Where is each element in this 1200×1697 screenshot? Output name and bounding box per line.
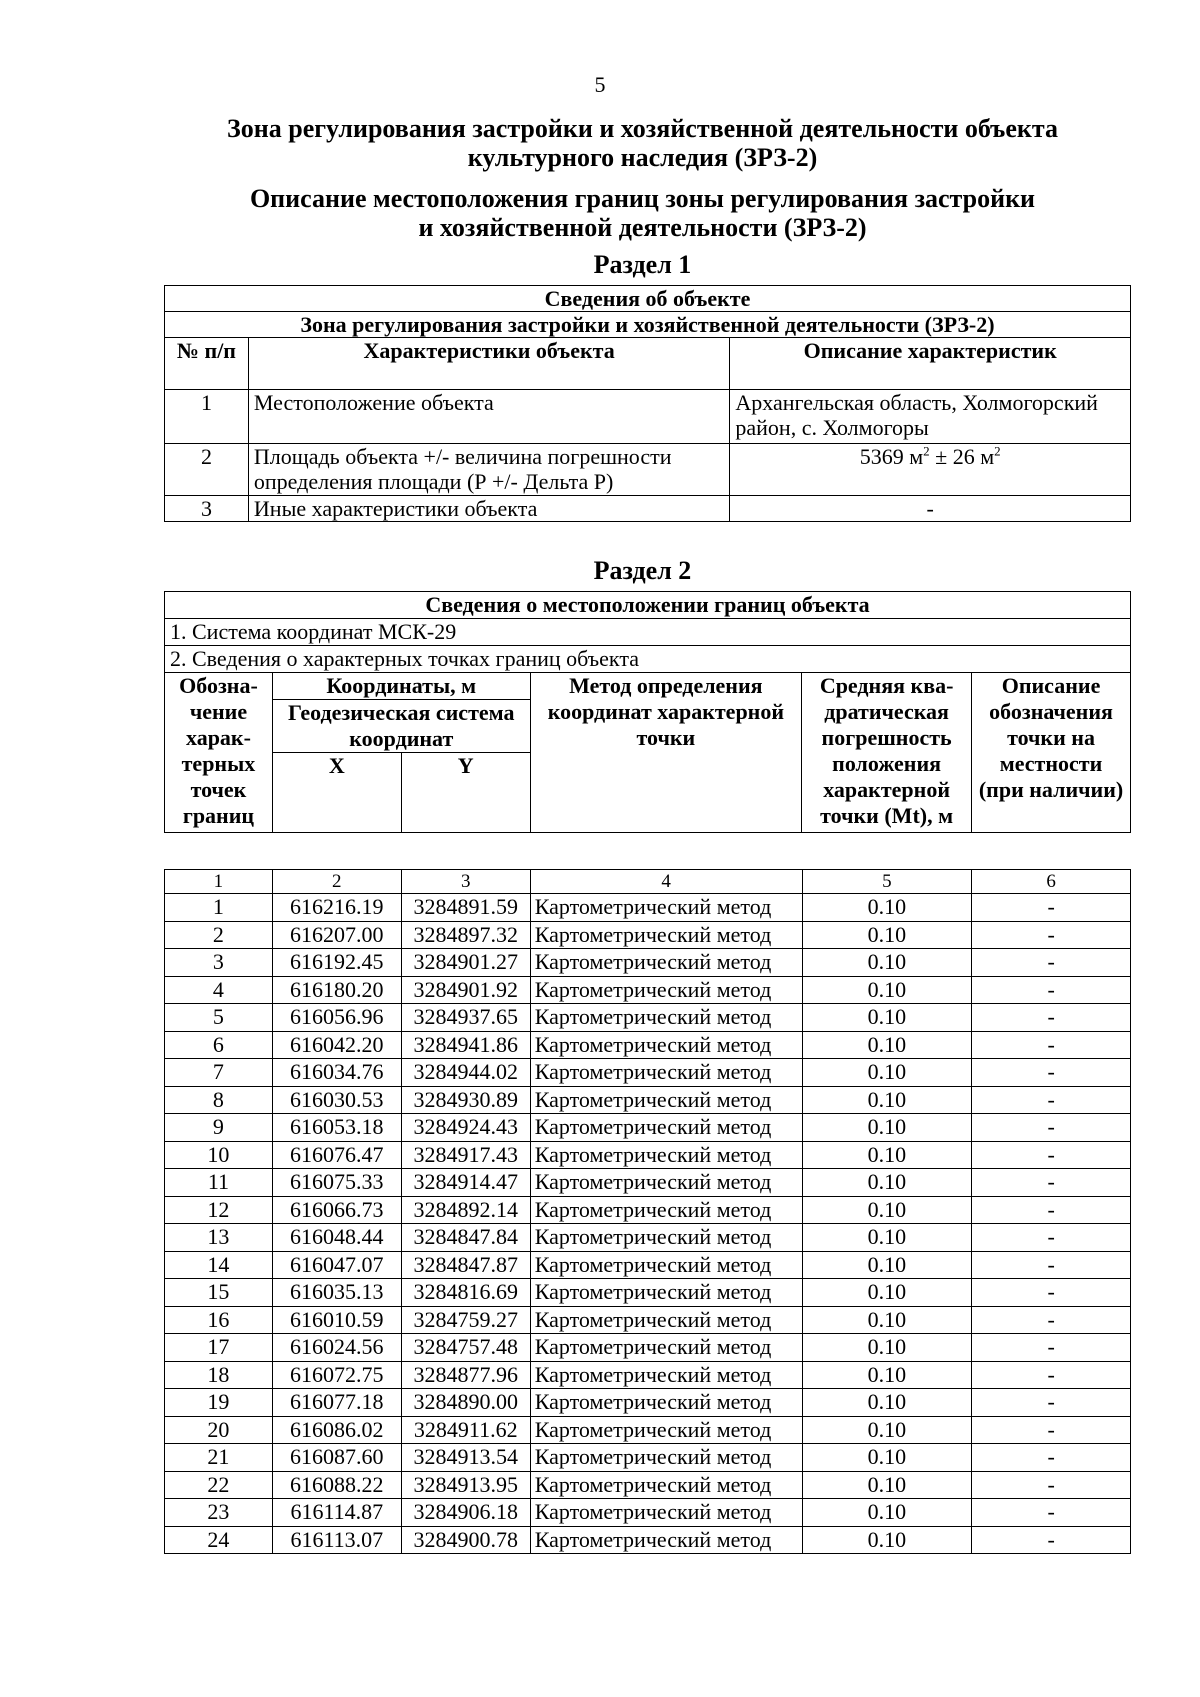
table-cell: 19 [165, 1389, 273, 1417]
table-cell: - [972, 1059, 1131, 1087]
table-cell: 0.10 [802, 894, 972, 922]
table-cell: 0.10 [802, 1004, 972, 1032]
object-info-table-title: Сведения об объекте [165, 286, 1131, 312]
column-header-description: Описание характеристик [730, 338, 1131, 390]
table-cell: 3284914.47 [401, 1169, 530, 1197]
table-cell: 0.10 [802, 1334, 972, 1362]
table-row [165, 1224, 1131, 1252]
table-cell: 6 [165, 1031, 273, 1059]
table-cell: Картометрический метод [530, 1169, 802, 1197]
table-cell: 3284891.59 [401, 894, 530, 922]
column-header-y: Y [401, 753, 530, 833]
table-row [165, 1004, 1131, 1032]
table-cell: Картометрический метод [530, 921, 802, 949]
table-cell: 14 [165, 1251, 273, 1279]
column-header-location: Описание обозначения точки на местности (при наличии) [972, 673, 1131, 833]
table-row [165, 1279, 1131, 1307]
column-header-x: X [272, 753, 401, 833]
table-cell: 616180.20 [272, 976, 401, 1004]
table-cell: 616047.07 [272, 1251, 401, 1279]
table-row [165, 1059, 1131, 1087]
table-cell: 0.10 [802, 1389, 972, 1417]
table-cell: 0.10 [802, 976, 972, 1004]
document-title [150, 114, 1135, 172]
table-cell: 13 [165, 1224, 273, 1252]
area-error: ± 26 м [929, 444, 995, 469]
table-cell: 616207.00 [272, 921, 401, 949]
table-row [165, 976, 1131, 1004]
table-cell: Картометрический метод [530, 1444, 802, 1472]
table-cell: 0.10 [802, 1059, 972, 1087]
column-number: 1 [165, 870, 273, 894]
table-row [165, 1169, 1131, 1197]
table-cell: 1 [165, 894, 273, 922]
table-cell: Картометрический метод [530, 1114, 802, 1142]
document-title-line: Зона регулирования застройки и хозяйственной деятельности объекта [227, 114, 1058, 143]
table-row [165, 949, 1131, 977]
table-cell: 616216.19 [272, 894, 401, 922]
table-cell: Площадь объекта +/- величина погрешности определения площади (Р +/- Дельта Р) [248, 444, 729, 496]
table-cell: 21 [165, 1444, 273, 1472]
table-cell: 0.10 [802, 1224, 972, 1252]
table-cell: - [972, 1086, 1131, 1114]
table-cell: 616076.47 [272, 1141, 401, 1169]
table-cell: 616114.87 [272, 1499, 401, 1527]
section-2-heading: Раздел 2 [593, 556, 692, 585]
table-cell: Картометрический метод [530, 1361, 802, 1389]
column-number: 3 [401, 870, 530, 894]
table-cell: 3284877.96 [401, 1361, 530, 1389]
table-cell: 616034.76 [272, 1059, 401, 1087]
table-cell: 616053.18 [272, 1114, 401, 1142]
table-cell: - [972, 1416, 1131, 1444]
table-cell: 1 [165, 390, 249, 444]
table-cell: 616113.07 [272, 1526, 401, 1554]
table-cell: 3284937.65 [401, 1004, 530, 1032]
table-cell: 0.10 [802, 1169, 972, 1197]
column-header-method: Метод определения координат характерной точки [530, 673, 802, 833]
table-cell: 17 [165, 1334, 273, 1362]
table-cell: 3284816.69 [401, 1279, 530, 1307]
table-cell: 9 [165, 1114, 273, 1142]
table-cell: - [972, 1279, 1131, 1307]
page-number: 5 [594, 72, 606, 97]
object-info-table-subtitle: Зона регулирования застройки и хозяйственной деятельности (ЗРЗ-2) [165, 312, 1131, 338]
table-cell: Картометрический метод [530, 976, 802, 1004]
table-cell: - [972, 1169, 1131, 1197]
object-info-table [164, 285, 1131, 522]
table-cell: 11 [165, 1169, 273, 1197]
document-subtitle [150, 184, 1135, 242]
table-row [165, 1196, 1131, 1224]
table-cell: Картометрический метод [530, 1196, 802, 1224]
table-cell: 616072.75 [272, 1361, 401, 1389]
table-cell: Картометрический метод [530, 1141, 802, 1169]
table-row [165, 1361, 1131, 1389]
table-row [165, 1306, 1131, 1334]
table-cell: 23 [165, 1499, 273, 1527]
table-row [165, 1499, 1131, 1527]
table-cell: 0.10 [802, 1526, 972, 1554]
table-cell: 0.10 [802, 1499, 972, 1527]
column-number: 5 [802, 870, 972, 894]
table-row [165, 1526, 1131, 1554]
table-cell: 3284944.02 [401, 1059, 530, 1087]
table-cell: 616048.44 [272, 1224, 401, 1252]
points-table [164, 869, 1131, 1554]
table-cell: 616024.56 [272, 1334, 401, 1362]
table-cell: 0.10 [802, 949, 972, 977]
table-cell: - [972, 1444, 1131, 1472]
table-cell: 3284901.27 [401, 949, 530, 977]
table-cell: 3284892.14 [401, 1196, 530, 1224]
column-number-row [165, 870, 1131, 894]
table-row [165, 1141, 1131, 1169]
table-row [165, 1334, 1131, 1362]
document-title-line: культурного наследия (ЗРЗ-2) [467, 143, 818, 172]
table-cell: - [972, 1499, 1131, 1527]
table-cell: 7 [165, 1059, 273, 1087]
boundary-table-title: Сведения о местоположении границ объекта [165, 592, 1131, 619]
table-cell: 3284897.32 [401, 921, 530, 949]
table-cell: 3284906.18 [401, 1499, 530, 1527]
table-cell: - [972, 1306, 1131, 1334]
table-cell: 18 [165, 1361, 273, 1389]
table-cell: 616077.18 [272, 1389, 401, 1417]
column-header-no: № п/п [165, 338, 249, 390]
column-number: 6 [972, 870, 1131, 894]
column-header-geodetic-system: Геодезическая система координат [272, 700, 530, 753]
table-cell: 3284900.78 [401, 1526, 530, 1554]
table-cell: 15 [165, 1279, 273, 1307]
table-cell: 8 [165, 1086, 273, 1114]
table-cell: 2 [165, 921, 273, 949]
table-cell: - [972, 1031, 1131, 1059]
table-cell: - [972, 1196, 1131, 1224]
table-cell: 3284941.86 [401, 1031, 530, 1059]
table-cell: Картометрический метод [530, 1224, 802, 1252]
table-cell: Картометрический метод [530, 1031, 802, 1059]
table-cell: 0.10 [802, 1086, 972, 1114]
table-cell: - [972, 1004, 1131, 1032]
table-cell: Местоположение объекта [248, 390, 729, 444]
table-row [165, 894, 1131, 922]
table-cell: Картометрический метод [530, 1526, 802, 1554]
table-cell: 10 [165, 1141, 273, 1169]
table-cell: - [972, 1224, 1131, 1252]
table-cell: 3284759.27 [401, 1306, 530, 1334]
column-number: 4 [530, 870, 802, 894]
table-cell: 616042.20 [272, 1031, 401, 1059]
table-cell: Картометрический метод [530, 1389, 802, 1417]
table-cell: 0.10 [802, 1251, 972, 1279]
table-cell: Картометрический метод [530, 1471, 802, 1499]
table-cell: 616056.96 [272, 1004, 401, 1032]
table-cell: 22 [165, 1471, 273, 1499]
table-cell: - [972, 894, 1131, 922]
area-value: 5369 м [859, 444, 924, 469]
table-cell: 24 [165, 1526, 273, 1554]
table-cell: 0.10 [802, 1114, 972, 1142]
table-cell: 5 [165, 1004, 273, 1032]
table-cell: - [972, 1526, 1131, 1554]
table-cell: 0.10 [802, 1196, 972, 1224]
table-cell: - [972, 949, 1131, 977]
table-cell: 20 [165, 1416, 273, 1444]
table-cell: 3284924.43 [401, 1114, 530, 1142]
table-row [165, 1031, 1131, 1059]
table-cell: Картометрический метод [530, 1059, 802, 1087]
table-cell: Архангельская область, Холмогорский район, с. Холмогоры [730, 390, 1131, 444]
table-cell: 616192.45 [272, 949, 401, 977]
table-cell: 616088.22 [272, 1471, 401, 1499]
table-cell: Иные характеристики объекта [248, 496, 729, 522]
table-cell: Картометрический метод [530, 1416, 802, 1444]
table-cell: 12 [165, 1196, 273, 1224]
table-cell: 3284913.95 [401, 1471, 530, 1499]
table-row [165, 1416, 1131, 1444]
table-cell: 616075.33 [272, 1169, 401, 1197]
table-cell: Картометрический метод [530, 1499, 802, 1527]
column-header-error: Средняя ква- дратическая погрешность положения характерной точки (Mt), м [802, 673, 972, 833]
table-row [165, 1251, 1131, 1279]
table-cell: 3 [165, 496, 249, 522]
table-cell: 616086.02 [272, 1416, 401, 1444]
table-cell: - [972, 921, 1131, 949]
table-cell: 3284847.87 [401, 1251, 530, 1279]
table-cell: 0.10 [802, 1031, 972, 1059]
area-unit-exponent: 2 [923, 443, 930, 459]
table-row [165, 1471, 1131, 1499]
table-cell: - [972, 1361, 1131, 1389]
points-table-body [165, 870, 1131, 1554]
document-subtitle-line: Описание местоположения границ зоны регулирования застройки [249, 184, 1036, 213]
table-cell: Картометрический метод [530, 949, 802, 977]
table-row [165, 1114, 1131, 1142]
table-cell: Картометрический метод [530, 894, 802, 922]
table-cell: - [972, 1389, 1131, 1417]
table-cell: 0.10 [802, 1361, 972, 1389]
table-cell: 3284890.00 [401, 1389, 530, 1417]
table-cell: 616030.53 [272, 1086, 401, 1114]
table-cell: - [972, 1114, 1131, 1142]
coordinate-system-line: 1. Система координат МСК-29 [165, 619, 1131, 646]
points-info-line: 2. Сведения о характерных точках границ объекта [165, 646, 1131, 673]
table-cell: 0.10 [802, 1279, 972, 1307]
column-header-coordinates: Координаты, м [272, 673, 530, 700]
table-cell: - [972, 1141, 1131, 1169]
section-1-heading: Раздел 1 [593, 250, 692, 279]
table-cell: 0.10 [802, 1306, 972, 1334]
table-cell: 0.10 [802, 1471, 972, 1499]
column-header-designation: Обозна- чение харак- терных точек границ [165, 673, 273, 833]
table-cell: 3284757.48 [401, 1334, 530, 1362]
table-cell: - [972, 1334, 1131, 1362]
table-cell: 3284930.89 [401, 1086, 530, 1114]
table-cell: 3284901.92 [401, 976, 530, 1004]
table-cell: 0.10 [802, 921, 972, 949]
area-value-cell [730, 444, 1131, 496]
column-number: 2 [272, 870, 401, 894]
table-cell: - [972, 976, 1131, 1004]
table-cell: 616066.73 [272, 1196, 401, 1224]
table-cell: Картометрический метод [530, 1279, 802, 1307]
document-subtitle-line: и хозяйственной деятельности (ЗРЗ-2) [418, 213, 867, 242]
table-cell: Картометрический метод [530, 1251, 802, 1279]
table-cell: - [730, 496, 1131, 522]
boundary-info-table [164, 591, 1131, 833]
table-cell: - [972, 1471, 1131, 1499]
table-cell: 616035.13 [272, 1279, 401, 1307]
table-cell: Картометрический метод [530, 1334, 802, 1362]
table-cell: 3284847.84 [401, 1224, 530, 1252]
table-cell: 616010.59 [272, 1306, 401, 1334]
table-cell: - [972, 1251, 1131, 1279]
table-row [165, 921, 1131, 949]
area-error-unit-exponent: 2 [994, 443, 1001, 459]
table-cell: 16 [165, 1306, 273, 1334]
table-cell: 3284913.54 [401, 1444, 530, 1472]
table-cell: 616087.60 [272, 1444, 401, 1472]
table-cell: 0.10 [802, 1444, 972, 1472]
table-row [165, 1389, 1131, 1417]
table-cell: 0.10 [802, 1416, 972, 1444]
table-cell: 3284917.43 [401, 1141, 530, 1169]
table-cell: 3 [165, 949, 273, 977]
table-cell: Картометрический метод [530, 1086, 802, 1114]
table-row [165, 1086, 1131, 1114]
table-row [165, 1444, 1131, 1472]
table-cell: Картометрический метод [530, 1306, 802, 1334]
table-cell: 3284911.62 [401, 1416, 530, 1444]
table-cell: 2 [165, 444, 249, 496]
table-cell: Картометрический метод [530, 1004, 802, 1032]
table-cell: 0.10 [802, 1141, 972, 1169]
column-header-characteristics: Характеристики объекта [248, 338, 729, 390]
table-cell: 4 [165, 976, 273, 1004]
